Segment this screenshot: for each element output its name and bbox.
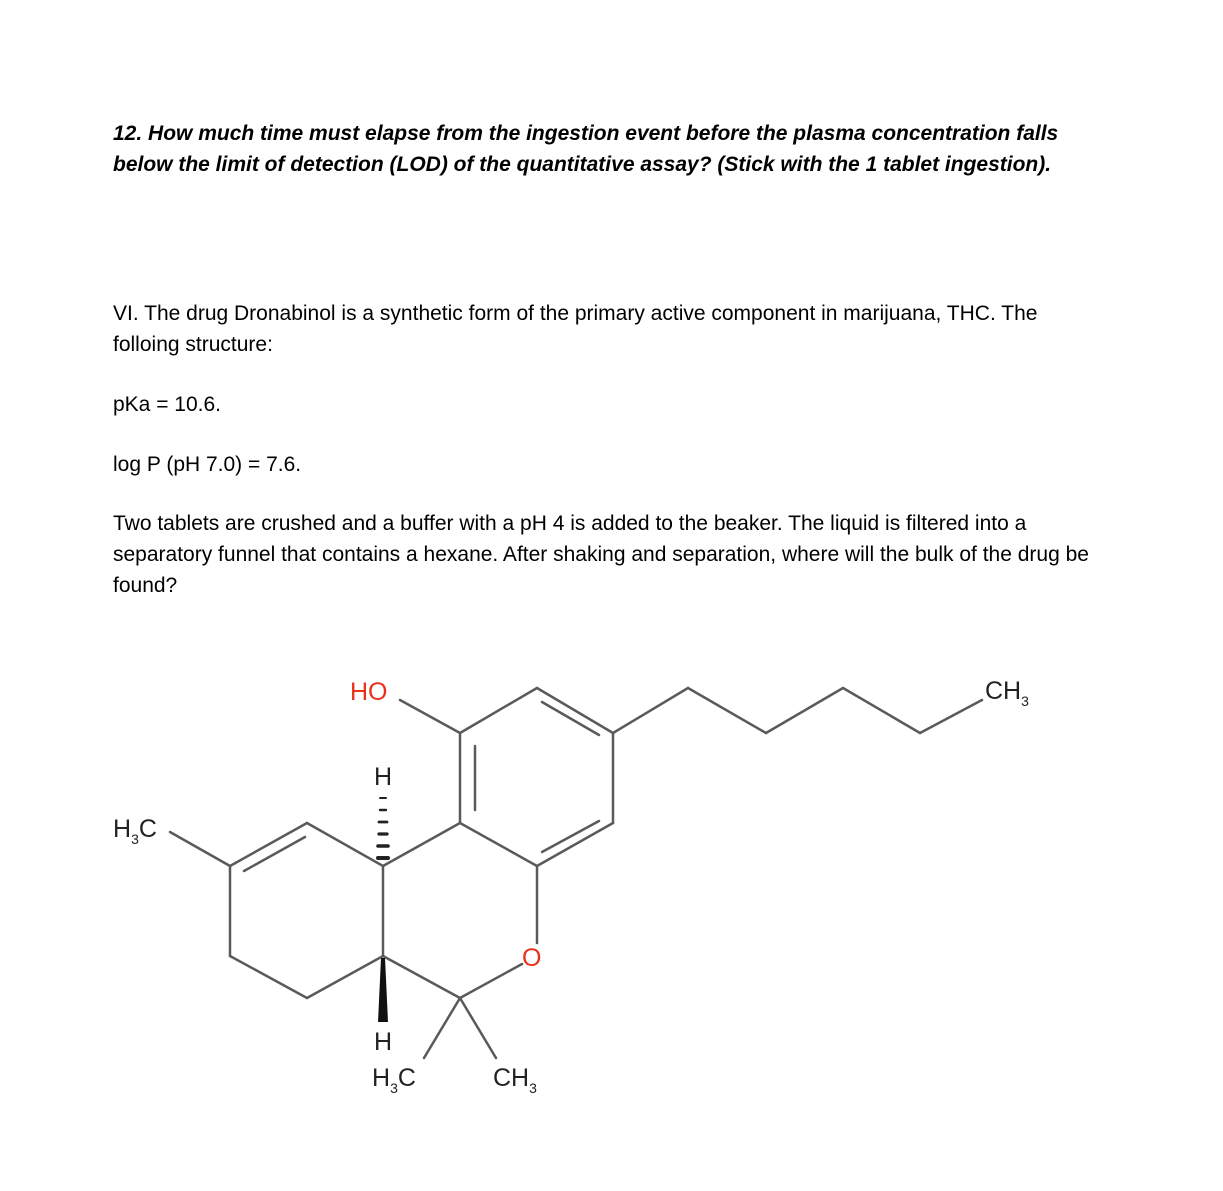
h-bottom-label: H — [374, 1028, 393, 1056]
section-6-intro: VI. The drug Dronabinol is a synthetic form of the primary active component in marijuana, THC. The folloing structure: — [113, 302, 1038, 356]
bond — [307, 823, 383, 866]
atom-labels — [113, 677, 1029, 1096]
h3c-left-label: $H_3C$ — [113, 815, 157, 847]
o-label: O — [522, 944, 542, 972]
logp-value: log P (pH 7.0) = 7.6. — [113, 453, 302, 476]
bond — [383, 956, 460, 998]
ch3-bottom-label: $CH_3$ — [493, 1064, 537, 1096]
bond — [460, 964, 522, 998]
pka-value: pKa = 10.6. — [113, 393, 222, 416]
solid-wedge-bond — [378, 958, 388, 1022]
hashed-wedge-bond — [378, 798, 388, 858]
ho-label: HO — [350, 678, 388, 706]
bond — [766, 688, 843, 733]
extraction-question: Two tablets are crushed and a buffer with a pH 4 is added to the beaker. The liquid is filtered into a separatory funnel that contains a hexane. After shaking and separation, where will the bulk of the drug be found? — [113, 512, 1089, 597]
bond — [537, 823, 613, 866]
ch3-top-label: $CH_3$ — [985, 677, 1029, 709]
bond-inner — [244, 837, 305, 871]
question-12: 12. How much time must elapse from the ingestion event before the plasma concentration falls below the limit of detection (LOD) of the quantitative assay? (Stick with the 1 tablet ingestion). — [113, 122, 1059, 176]
bond — [613, 688, 688, 733]
bond — [537, 688, 613, 733]
bond — [424, 998, 460, 1058]
bond — [460, 688, 537, 733]
bond — [688, 688, 766, 733]
bonds — [170, 688, 982, 1058]
bond — [400, 700, 460, 733]
bond — [460, 823, 537, 866]
bond — [307, 956, 383, 998]
bond — [460, 998, 496, 1058]
bond-inner — [542, 702, 599, 735]
h-top-label: H — [374, 763, 393, 791]
h3c-bottom-label: $H_3C$ — [372, 1064, 416, 1096]
bond — [383, 823, 460, 866]
bond-inner — [542, 821, 599, 852]
bond — [230, 956, 307, 998]
bond — [920, 700, 982, 733]
bond — [230, 823, 307, 866]
bond — [843, 688, 920, 733]
bond — [170, 832, 230, 866]
